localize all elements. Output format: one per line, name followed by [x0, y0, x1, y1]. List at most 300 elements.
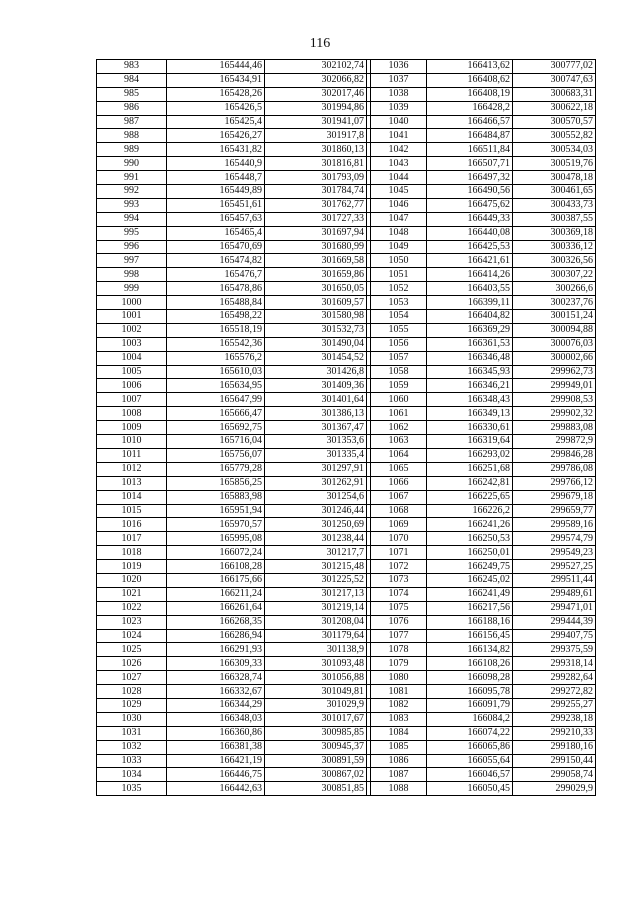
y-coordinate-cell: 301580,98	[265, 310, 367, 324]
point-number-cell: 1027	[97, 671, 167, 685]
y-coordinate-cell: 299489,61	[513, 587, 596, 601]
y-coordinate-cell: 299471,01	[513, 601, 596, 615]
y-coordinate-cell: 301138,9	[265, 643, 367, 657]
y-coordinate-cell: 299766,12	[513, 476, 596, 490]
point-number-cell: 1038	[371, 87, 427, 101]
x-coordinate-cell: 166332,67	[167, 685, 265, 699]
table-row	[97, 365, 596, 379]
y-coordinate-cell: 299444,39	[513, 615, 596, 629]
point-number-cell: 1007	[97, 393, 167, 407]
point-number-cell: 1035	[97, 782, 167, 796]
point-number-cell: 1021	[97, 587, 167, 601]
point-number-cell: 1064	[371, 448, 427, 462]
table-row	[97, 601, 596, 615]
point-number-cell: 1069	[371, 518, 427, 532]
x-coordinate-cell: 166399,11	[427, 296, 513, 310]
table-row	[97, 87, 596, 101]
point-number-cell: 1070	[371, 532, 427, 546]
point-number-cell: 1054	[371, 310, 427, 324]
y-coordinate-cell: 301816,81	[265, 157, 367, 171]
point-number-cell: 993	[97, 198, 167, 212]
table-row	[97, 560, 596, 574]
x-coordinate-cell: 166421,19	[167, 754, 265, 768]
point-number-cell: 998	[97, 268, 167, 282]
x-coordinate-cell: 166226,2	[427, 504, 513, 518]
point-number-cell: 1019	[97, 560, 167, 574]
table-row	[97, 254, 596, 268]
point-number-cell: 1020	[97, 573, 167, 587]
table-row	[97, 448, 596, 462]
x-coordinate-cell: 166156,45	[427, 629, 513, 643]
y-coordinate-cell: 299902,32	[513, 407, 596, 421]
y-coordinate-cell: 302102,74	[265, 60, 367, 74]
table-row	[97, 643, 596, 657]
y-coordinate-cell: 300945,37	[265, 740, 367, 754]
x-coordinate-cell: 166440,08	[427, 226, 513, 240]
x-coordinate-cell: 165856,25	[167, 476, 265, 490]
point-number-cell: 1015	[97, 504, 167, 518]
point-number-cell: 995	[97, 226, 167, 240]
point-number-cell: 1045	[371, 185, 427, 199]
point-number-cell: 1036	[371, 60, 427, 74]
table-row	[97, 532, 596, 546]
x-coordinate-cell: 166403,55	[427, 282, 513, 296]
point-number-cell: 1073	[371, 573, 427, 587]
x-coordinate-cell: 166428,2	[427, 101, 513, 115]
y-coordinate-cell: 299511,44	[513, 573, 596, 587]
x-coordinate-cell: 165476,7	[167, 268, 265, 282]
x-coordinate-cell: 165426,5	[167, 101, 265, 115]
x-coordinate-cell: 165440,9	[167, 157, 265, 171]
point-number-cell: 1008	[97, 407, 167, 421]
y-coordinate-cell: 300336,12	[513, 240, 596, 254]
x-coordinate-cell: 165779,28	[167, 462, 265, 476]
x-coordinate-cell: 165425,4	[167, 115, 265, 129]
point-number-cell: 1048	[371, 226, 427, 240]
point-number-cell: 1057	[371, 351, 427, 365]
y-coordinate-cell: 301353,6	[265, 435, 367, 449]
table-row	[97, 157, 596, 171]
table-row	[97, 671, 596, 685]
x-coordinate-cell: 166095,78	[427, 685, 513, 699]
x-coordinate-cell: 166361,53	[427, 337, 513, 351]
x-coordinate-cell: 166442,63	[167, 782, 265, 796]
point-number-cell: 1005	[97, 365, 167, 379]
x-coordinate-cell: 166404,82	[427, 310, 513, 324]
point-number-cell: 1044	[371, 171, 427, 185]
x-coordinate-cell: 165666,47	[167, 407, 265, 421]
y-coordinate-cell: 301941,07	[265, 115, 367, 129]
x-coordinate-cell: 166475,62	[427, 198, 513, 212]
point-number-cell: 994	[97, 212, 167, 226]
point-number-cell: 1039	[371, 101, 427, 115]
x-coordinate-cell: 166360,86	[167, 726, 265, 740]
point-number-cell: 987	[97, 115, 167, 129]
point-number-cell: 1026	[97, 657, 167, 671]
y-coordinate-cell: 300369,18	[513, 226, 596, 240]
y-coordinate-cell: 300552,82	[513, 129, 596, 143]
y-coordinate-cell: 301017,67	[265, 712, 367, 726]
point-number-cell: 1074	[371, 587, 427, 601]
table-row	[97, 212, 596, 226]
point-number-cell: 1081	[371, 685, 427, 699]
x-coordinate-cell: 166349,13	[427, 407, 513, 421]
x-coordinate-cell: 165478,86	[167, 282, 265, 296]
y-coordinate-cell: 301217,7	[265, 546, 367, 560]
point-number-cell: 1031	[97, 726, 167, 740]
y-coordinate-cell: 301454,52	[265, 351, 367, 365]
point-number-cell: 1032	[97, 740, 167, 754]
point-number-cell: 1006	[97, 379, 167, 393]
point-number-cell: 1065	[371, 462, 427, 476]
x-coordinate-cell: 166446,75	[167, 768, 265, 782]
x-coordinate-cell: 165610,03	[167, 365, 265, 379]
x-coordinate-cell: 166348,43	[427, 393, 513, 407]
point-number-cell: 1043	[371, 157, 427, 171]
table-row	[97, 296, 596, 310]
point-number-cell: 1047	[371, 212, 427, 226]
x-coordinate-cell: 166188,16	[427, 615, 513, 629]
point-number-cell: 1037	[371, 73, 427, 87]
y-coordinate-cell: 300985,85	[265, 726, 367, 740]
y-coordinate-cell: 301609,57	[265, 296, 367, 310]
x-coordinate-cell: 165474,82	[167, 254, 265, 268]
point-number-cell: 1066	[371, 476, 427, 490]
point-number-cell: 1016	[97, 518, 167, 532]
y-coordinate-cell: 300891,59	[265, 754, 367, 768]
point-number-cell: 1080	[371, 671, 427, 685]
y-coordinate-cell: 301490,04	[265, 337, 367, 351]
y-coordinate-cell: 301297,91	[265, 462, 367, 476]
point-number-cell: 1056	[371, 337, 427, 351]
x-coordinate-cell: 165970,57	[167, 518, 265, 532]
table-row	[97, 421, 596, 435]
table-row	[97, 337, 596, 351]
y-coordinate-cell: 300851,85	[265, 782, 367, 796]
point-number-cell: 999	[97, 282, 167, 296]
table-row	[97, 754, 596, 768]
point-number-cell: 1009	[97, 421, 167, 435]
x-coordinate-cell: 165498,22	[167, 310, 265, 324]
table-row	[97, 393, 596, 407]
y-coordinate-cell: 300307,22	[513, 268, 596, 282]
y-coordinate-cell: 299255,27	[513, 698, 596, 712]
y-coordinate-cell: 301532,73	[265, 323, 367, 337]
table-row	[97, 698, 596, 712]
table-row	[97, 782, 596, 796]
x-coordinate-cell: 166261,64	[167, 601, 265, 615]
point-number-cell: 1003	[97, 337, 167, 351]
point-number-cell: 985	[97, 87, 167, 101]
x-coordinate-cell: 165692,75	[167, 421, 265, 435]
y-coordinate-cell: 299375,59	[513, 643, 596, 657]
x-coordinate-cell: 166425,53	[427, 240, 513, 254]
x-coordinate-cell: 166348,03	[167, 712, 265, 726]
table-row	[97, 546, 596, 560]
x-coordinate-cell: 166414,26	[427, 268, 513, 282]
y-coordinate-cell: 302066,82	[265, 73, 367, 87]
x-coordinate-cell: 166490,56	[427, 185, 513, 199]
x-coordinate-cell: 166286,94	[167, 629, 265, 643]
x-coordinate-cell: 166072,24	[167, 546, 265, 560]
x-coordinate-cell: 165542,36	[167, 337, 265, 351]
y-coordinate-cell: 300747,63	[513, 73, 596, 87]
y-coordinate-cell: 301049,81	[265, 685, 367, 699]
x-coordinate-cell: 165576,2	[167, 351, 265, 365]
table-row	[97, 685, 596, 699]
point-number-cell: 983	[97, 60, 167, 74]
point-number-cell: 1011	[97, 448, 167, 462]
y-coordinate-cell: 300237,76	[513, 296, 596, 310]
y-coordinate-cell: 300570,57	[513, 115, 596, 129]
table-row	[97, 657, 596, 671]
x-coordinate-cell: 166293,02	[427, 448, 513, 462]
point-number-cell: 1010	[97, 435, 167, 449]
y-coordinate-cell: 301994,86	[265, 101, 367, 115]
point-number-cell: 1051	[371, 268, 427, 282]
y-coordinate-cell: 301784,74	[265, 185, 367, 199]
table-row	[97, 462, 596, 476]
table-row	[97, 101, 596, 115]
point-number-cell: 1058	[371, 365, 427, 379]
x-coordinate-cell: 166050,45	[427, 782, 513, 796]
x-coordinate-cell: 166408,19	[427, 87, 513, 101]
y-coordinate-cell: 301215,48	[265, 560, 367, 574]
point-number-cell: 991	[97, 171, 167, 185]
y-coordinate-cell: 301250,69	[265, 518, 367, 532]
point-number-cell: 1085	[371, 740, 427, 754]
x-coordinate-cell: 166134,82	[427, 643, 513, 657]
x-coordinate-cell: 166084,2	[427, 712, 513, 726]
y-coordinate-cell: 299574,79	[513, 532, 596, 546]
x-coordinate-cell: 165470,69	[167, 240, 265, 254]
y-coordinate-cell: 299679,18	[513, 490, 596, 504]
x-coordinate-cell: 166108,26	[427, 657, 513, 671]
x-coordinate-cell: 166250,53	[427, 532, 513, 546]
y-coordinate-cell: 299272,82	[513, 685, 596, 699]
point-number-cell: 1012	[97, 462, 167, 476]
y-coordinate-cell: 300683,31	[513, 87, 596, 101]
x-coordinate-cell: 165634,95	[167, 379, 265, 393]
point-number-cell: 1052	[371, 282, 427, 296]
y-coordinate-cell: 299058,74	[513, 768, 596, 782]
y-coordinate-cell: 300094,88	[513, 323, 596, 337]
point-number-cell: 1025	[97, 643, 167, 657]
x-coordinate-cell: 166065,86	[427, 740, 513, 754]
y-coordinate-cell: 301401,64	[265, 393, 367, 407]
x-coordinate-cell: 166408,62	[427, 73, 513, 87]
x-coordinate-cell: 165448,7	[167, 171, 265, 185]
point-number-cell: 1068	[371, 504, 427, 518]
table-row	[97, 615, 596, 629]
x-coordinate-cell: 166345,93	[427, 365, 513, 379]
x-coordinate-cell: 166046,57	[427, 768, 513, 782]
x-coordinate-cell: 165995,08	[167, 532, 265, 546]
y-coordinate-cell: 299238,18	[513, 712, 596, 726]
table-row	[97, 407, 596, 421]
x-coordinate-cell: 166344,29	[167, 698, 265, 712]
x-coordinate-cell: 166413,62	[427, 60, 513, 74]
table-row	[97, 587, 596, 601]
x-coordinate-cell: 165518,19	[167, 323, 265, 337]
y-coordinate-cell: 299962,73	[513, 365, 596, 379]
point-number-cell: 1062	[371, 421, 427, 435]
x-coordinate-cell: 166225,65	[427, 490, 513, 504]
table-row	[97, 629, 596, 643]
point-number-cell: 1086	[371, 754, 427, 768]
table-row	[97, 310, 596, 324]
y-coordinate-cell: 299846,28	[513, 448, 596, 462]
point-number-cell: 1034	[97, 768, 167, 782]
y-coordinate-cell: 299949,01	[513, 379, 596, 393]
point-number-cell: 1022	[97, 601, 167, 615]
point-number-cell: 1033	[97, 754, 167, 768]
x-coordinate-cell: 166319,64	[427, 435, 513, 449]
table-row	[97, 490, 596, 504]
point-number-cell: 1028	[97, 685, 167, 699]
point-number-cell: 1042	[371, 143, 427, 157]
point-number-cell: 990	[97, 157, 167, 171]
y-coordinate-cell: 301860,13	[265, 143, 367, 157]
y-coordinate-cell: 300777,02	[513, 60, 596, 74]
x-coordinate-cell: 165451,61	[167, 198, 265, 212]
y-coordinate-cell: 299318,14	[513, 657, 596, 671]
table-row	[97, 323, 596, 337]
table-row	[97, 573, 596, 587]
y-coordinate-cell: 300478,18	[513, 171, 596, 185]
point-number-cell: 1082	[371, 698, 427, 712]
x-coordinate-cell: 166507,71	[427, 157, 513, 171]
y-coordinate-cell: 300076,03	[513, 337, 596, 351]
x-coordinate-cell: 166346,48	[427, 351, 513, 365]
y-coordinate-cell: 301697,94	[265, 226, 367, 240]
point-number-cell: 1029	[97, 698, 167, 712]
y-coordinate-cell: 301219,14	[265, 601, 367, 615]
point-number-cell: 1014	[97, 490, 167, 504]
x-coordinate-cell: 166251,68	[427, 462, 513, 476]
y-coordinate-cell: 301367,47	[265, 421, 367, 435]
x-coordinate-cell: 166268,35	[167, 615, 265, 629]
point-number-cell: 1061	[371, 407, 427, 421]
x-coordinate-cell: 166245,02	[427, 573, 513, 587]
y-coordinate-cell: 301762,77	[265, 198, 367, 212]
y-coordinate-cell: 299549,23	[513, 546, 596, 560]
x-coordinate-cell: 166511,84	[427, 143, 513, 157]
point-number-cell: 986	[97, 101, 167, 115]
x-coordinate-cell: 165756,07	[167, 448, 265, 462]
y-coordinate-cell: 299589,16	[513, 518, 596, 532]
x-coordinate-cell: 166241,49	[427, 587, 513, 601]
point-number-cell: 1063	[371, 435, 427, 449]
table-row	[97, 115, 596, 129]
table-row	[97, 740, 596, 754]
y-coordinate-cell: 301093,48	[265, 657, 367, 671]
x-coordinate-cell: 166211,24	[167, 587, 265, 601]
x-coordinate-cell: 166309,33	[167, 657, 265, 671]
y-coordinate-cell: 300622,18	[513, 101, 596, 115]
x-coordinate-cell: 166217,56	[427, 601, 513, 615]
table-row	[97, 185, 596, 199]
table-row	[97, 518, 596, 532]
table-row	[97, 768, 596, 782]
x-coordinate-cell: 166250,01	[427, 546, 513, 560]
point-number-cell: 1078	[371, 643, 427, 657]
y-coordinate-cell: 299407,75	[513, 629, 596, 643]
y-coordinate-cell: 299180,16	[513, 740, 596, 754]
point-number-cell: 1050	[371, 254, 427, 268]
y-coordinate-cell: 300867,02	[265, 768, 367, 782]
x-coordinate-cell: 165883,98	[167, 490, 265, 504]
x-coordinate-cell: 166466,57	[427, 115, 513, 129]
y-coordinate-cell: 300002,66	[513, 351, 596, 365]
y-coordinate-cell: 299786,08	[513, 462, 596, 476]
x-coordinate-cell: 166328,74	[167, 671, 265, 685]
point-number-cell: 1075	[371, 601, 427, 615]
point-number-cell: 1077	[371, 629, 427, 643]
point-number-cell: 988	[97, 129, 167, 143]
point-number-cell: 1053	[371, 296, 427, 310]
x-coordinate-cell: 166449,33	[427, 212, 513, 226]
y-coordinate-cell: 301409,36	[265, 379, 367, 393]
point-number-cell: 1013	[97, 476, 167, 490]
x-coordinate-cell: 165431,82	[167, 143, 265, 157]
y-coordinate-cell: 302017,46	[265, 87, 367, 101]
y-coordinate-cell: 301426,8	[265, 365, 367, 379]
y-coordinate-cell: 301262,91	[265, 476, 367, 490]
y-coordinate-cell: 300461,65	[513, 185, 596, 199]
x-coordinate-cell: 165426,27	[167, 129, 265, 143]
y-coordinate-cell: 299210,33	[513, 726, 596, 740]
point-number-cell: 1046	[371, 198, 427, 212]
y-coordinate-cell: 301669,58	[265, 254, 367, 268]
x-coordinate-cell: 165488,84	[167, 296, 265, 310]
x-coordinate-cell: 166098,28	[427, 671, 513, 685]
point-number-cell: 1000	[97, 296, 167, 310]
table-row	[97, 226, 596, 240]
y-coordinate-cell: 299872,9	[513, 435, 596, 449]
x-coordinate-cell: 166091,79	[427, 698, 513, 712]
y-coordinate-cell: 301793,09	[265, 171, 367, 185]
y-coordinate-cell: 299029,9	[513, 782, 596, 796]
x-coordinate-cell: 166055,64	[427, 754, 513, 768]
x-coordinate-cell: 166074,22	[427, 726, 513, 740]
point-number-cell: 1083	[371, 712, 427, 726]
table-row	[97, 60, 596, 74]
y-coordinate-cell: 301056,88	[265, 671, 367, 685]
table-row	[97, 504, 596, 518]
x-coordinate-cell: 165465,4	[167, 226, 265, 240]
x-coordinate-cell: 166346,21	[427, 379, 513, 393]
x-coordinate-cell: 166497,32	[427, 171, 513, 185]
y-coordinate-cell: 300534,03	[513, 143, 596, 157]
y-coordinate-cell: 299282,64	[513, 671, 596, 685]
table-row	[97, 712, 596, 726]
point-number-cell: 984	[97, 73, 167, 87]
table-row	[97, 129, 596, 143]
y-coordinate-cell: 300151,24	[513, 310, 596, 324]
point-number-cell: 1055	[371, 323, 427, 337]
point-number-cell: 1024	[97, 629, 167, 643]
x-coordinate-cell: 166381,38	[167, 740, 265, 754]
y-coordinate-cell: 301238,44	[265, 532, 367, 546]
point-number-cell: 1049	[371, 240, 427, 254]
point-number-cell: 989	[97, 143, 167, 157]
x-coordinate-cell: 166242,81	[427, 476, 513, 490]
point-number-cell: 1076	[371, 615, 427, 629]
y-coordinate-cell: 300326,56	[513, 254, 596, 268]
table-row	[97, 435, 596, 449]
x-coordinate-cell: 166369,29	[427, 323, 513, 337]
